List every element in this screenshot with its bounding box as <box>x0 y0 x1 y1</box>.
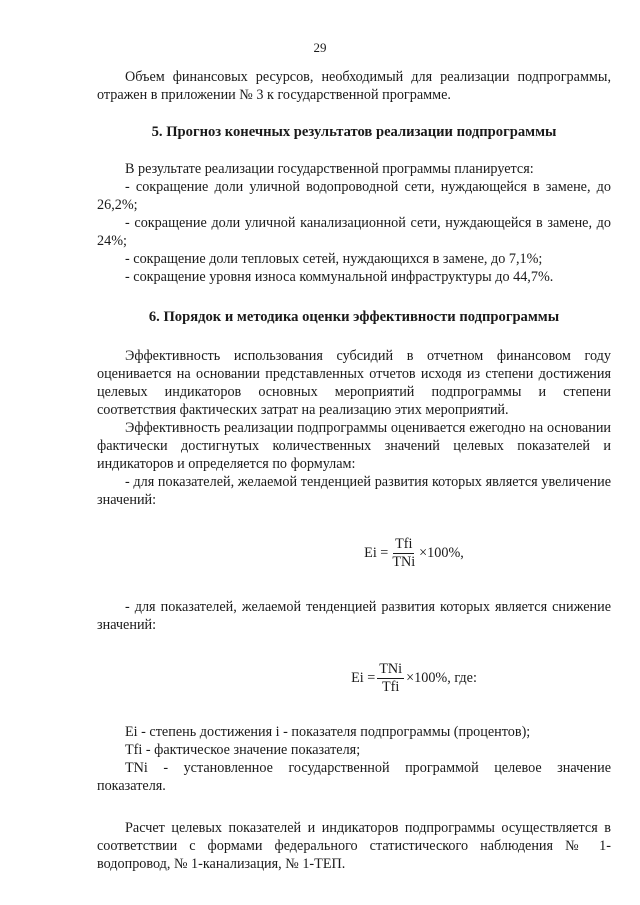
formula-rhs: ×100%, где: <box>406 670 477 686</box>
section-6-heading: 6. Порядок и методика оценки эффективности подпрограммы <box>148 309 560 325</box>
section-5-lead: В результате реализации государственной программы планируется: <box>125 161 534 177</box>
formula-increase <box>217 531 611 575</box>
section-5-item: - сокращение доли уличной канализационной сети, нуждающейся в замене, до 24%; <box>97 215 611 249</box>
section-5-item: - сокращение уровня износа коммунальной инфраструктуры до 44,7%. <box>125 269 554 285</box>
page-content <box>97 68 611 873</box>
section-5-item: - сокращение доли тепловых сетей, нуждающихся в замене, до 7,1%; <box>125 251 543 267</box>
formula-decrease <box>217 656 611 700</box>
formula-lhs: Ei = <box>351 670 376 686</box>
formula-fraction <box>377 661 404 696</box>
formula-denominator: TNi <box>392 553 416 570</box>
section-6-paragraph-1: Эффективность использования субсидий в отчетном финансовом году оценивается на основании представленных отчетов исходя из степени достижения целевых индикаторов основных мероприятий подпрограммы и степени соответствия фактических затрат на реализацию этих мероприятий. <box>97 348 611 418</box>
page-number: 29 <box>313 40 327 55</box>
definition-item: TNi - установленное государственной программой целевое значение показателя. <box>97 760 611 794</box>
intro-paragraph: Объем финансовых ресурсов, необходимый для реализации подпрограммы, отражен в приложении № 3 к государственной программе. <box>97 69 611 103</box>
section-5-heading: 5. Прогноз конечных результатов реализации подпрограммы <box>151 124 557 140</box>
definition-item: Tfi - фактическое значение показателя; <box>125 742 361 758</box>
section-5-item: - сокращение доли уличной водопроводной сети, нуждающейся в замене, до 26,2%; <box>97 179 611 213</box>
formula-numerator: TNi <box>379 660 403 677</box>
formula-rhs: ×100%, <box>419 545 464 561</box>
closing-paragraph: Расчет целевых показателей и индикаторов подпрограммы осуществляется в соответствии с формами федерального статистического наблюдения № 1-водопровод, № 1-канализация, № 1-ТЕП. <box>97 820 611 872</box>
definition-item: Ei - степень достижения i - показателя подпрограммы (процентов); <box>125 724 531 740</box>
case-decrease-text: - для показателей, желаемой тенденцией развития которых является снижение значений: <box>97 599 611 633</box>
formula-numerator: Tfi <box>395 535 413 552</box>
formula-lhs: Ei = <box>364 545 389 561</box>
case-increase-text: - для показателей, желаемой тенденцией развития которых является увеличение значений: <box>97 474 611 508</box>
formula-denominator: Tfi <box>382 678 400 695</box>
formula-fraction <box>390 536 417 571</box>
section-6-paragraph-2: Эффективность реализации подпрограммы оценивается ежегодно на основании фактически достигнутых количественных значений целевых показателей и индикаторов и определяется по формулам: <box>97 420 611 472</box>
